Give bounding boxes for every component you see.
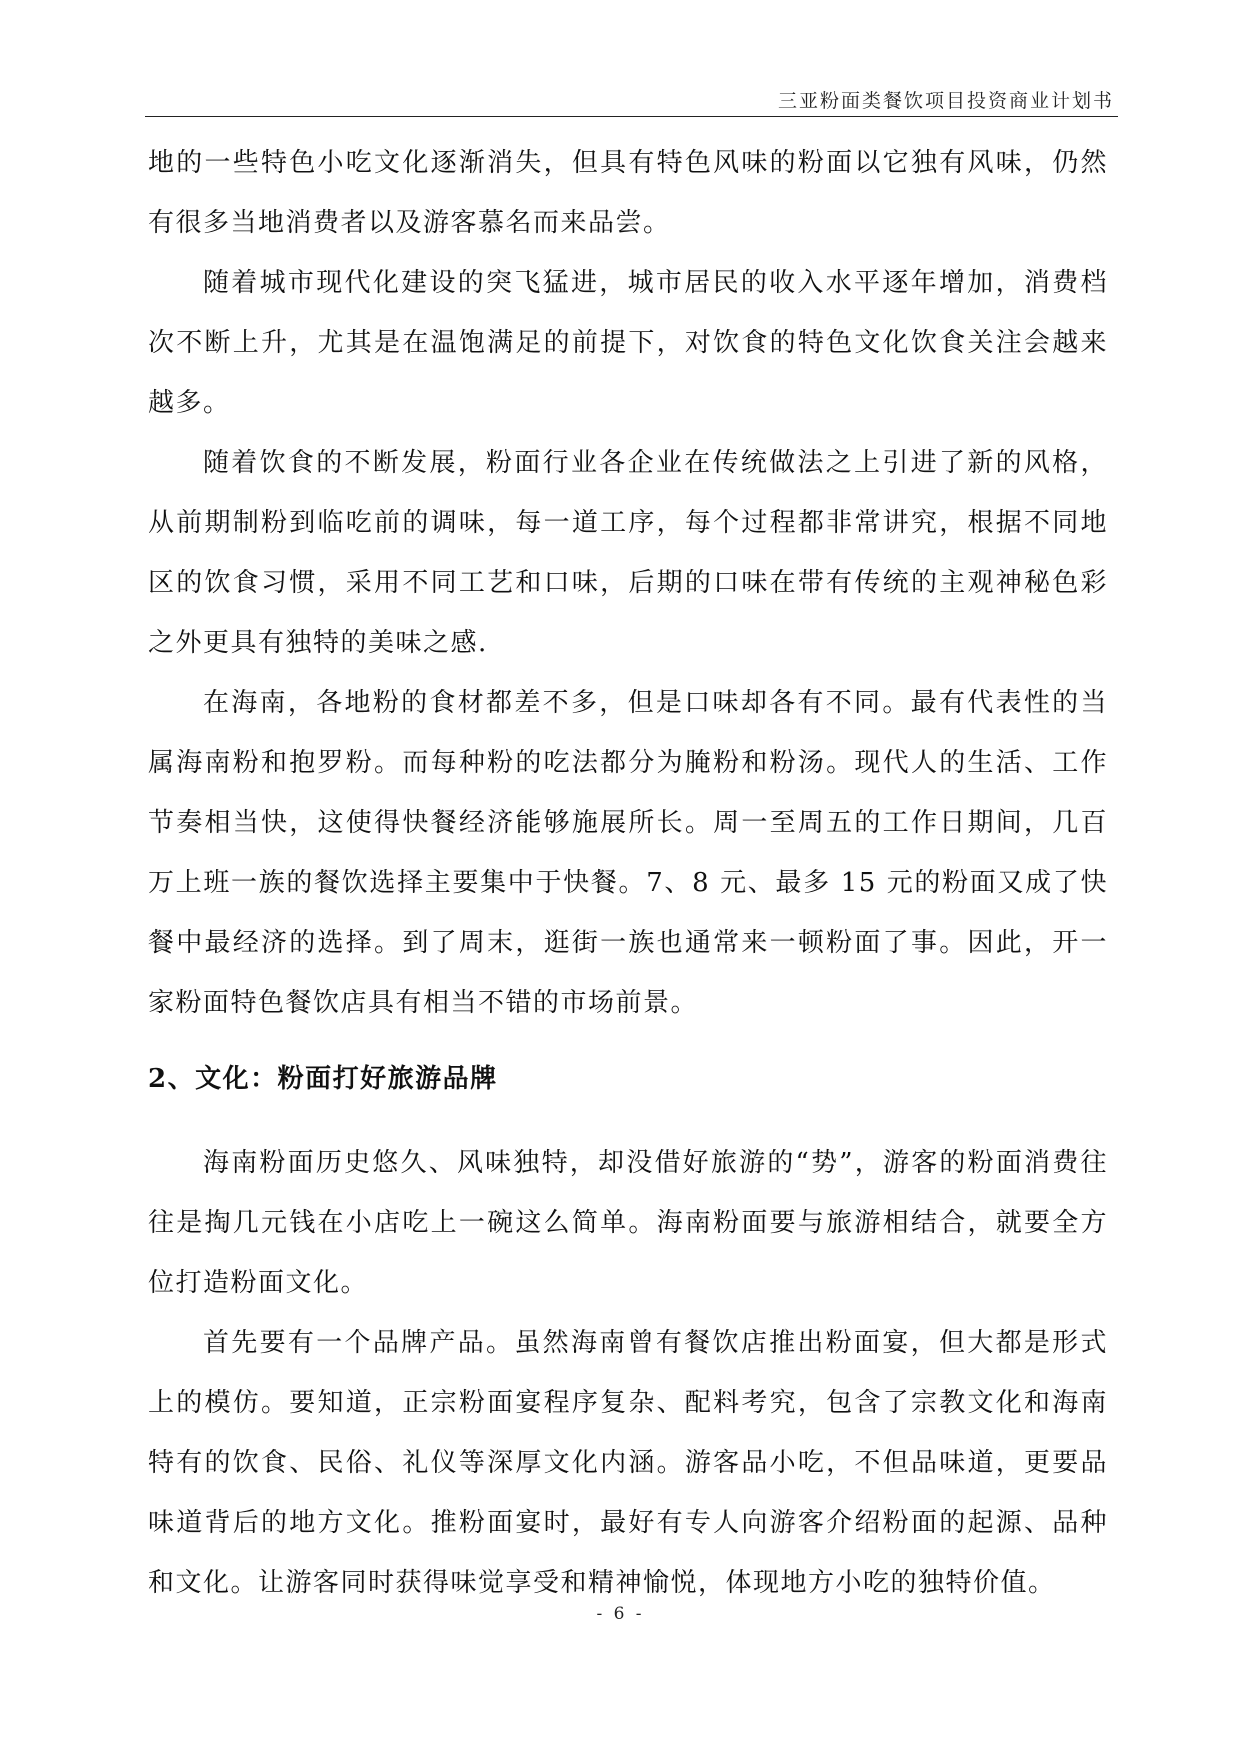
paragraph-urban-consumption: 随着城市现代化建设的突飞猛进，城市居民的收入水平逐年增加，消费档次不断上升，尤其是在温饱满足的前提下，对饮食的特色文化饮食关注会越来越多。 — [148, 268, 1108, 418]
document-title: 三亚粉面类餐饮项目投资商业计划书 — [777, 90, 1114, 112]
page-number: - 6 - — [596, 1604, 645, 1624]
page-header — [145, 86, 1118, 117]
page-content — [148, 133, 1108, 1613]
paragraph-hainan-market: 在海南，各地粉的食材都差不多，但是口味却各有不同。最有代表性的当属海南粉和抱罗粉。而每种粉的吃法都分为腌粉和粉汤。现代人的生活、工作节奏相当快，这使得快餐经济能够施展所长。周一至周五的工作日期间，几百万上班一族的餐饮选择主要集中于快餐。7、8 元、最多 15 元的粉面又成了快餐中最经济的选择。到了周末，逛街一族也通常来一顿粉面了事。因此，开一家粉面特色餐饮店具有相当不错的市场前景。 — [148, 688, 1108, 1018]
paragraph-continuation: 地的一些特色小吃文化逐渐消失，但具有特色风味的粉面以它独有风味，仍然有很多当地消费者以及游客慕名而来品尝。 — [148, 148, 1108, 238]
paragraph-tourism-culture: 海南粉面历史悠久、风味独特，却没借好旅游的“势”，游客的粉面消费往往是掏几元钱在小店吃上一碗这么简单。海南粉面要与旅游相结合，就要全方位打造粉面文化。 — [148, 1148, 1108, 1298]
paragraph-industry-development: 随着饮食的不断发展，粉面行业各企业在传统做法之上引进了新的风格，从前期制粉到临吃前的调味，每一道工序，每个过程都非常讲究，根据不同地区的饮食习惯，采用不同工艺和口味，后期的口味在带有传统的主观神秘色彩之外更具有独特的美味之感. — [148, 448, 1108, 658]
paragraph-brand-product: 首先要有一个品牌产品。虽然海南曾有餐饮店推出粉面宴，但大都是形式上的模仿。要知道，正宗粉面宴程序复杂、配料考究，包含了宗教文化和海南特有的饮食、民俗、礼仪等深厚文化内涵。游客品小吃，不但品味道，更要品味道背后的地方文化。推粉面宴时，最好有专人向游客介绍粉面的起源、品种和文化。让游客同时获得味觉享受和精神愉悦，体现地方小吃的独特价值。 — [148, 1328, 1108, 1598]
section-heading: 2、文化：粉面打好旅游品牌 — [148, 1064, 498, 1094]
